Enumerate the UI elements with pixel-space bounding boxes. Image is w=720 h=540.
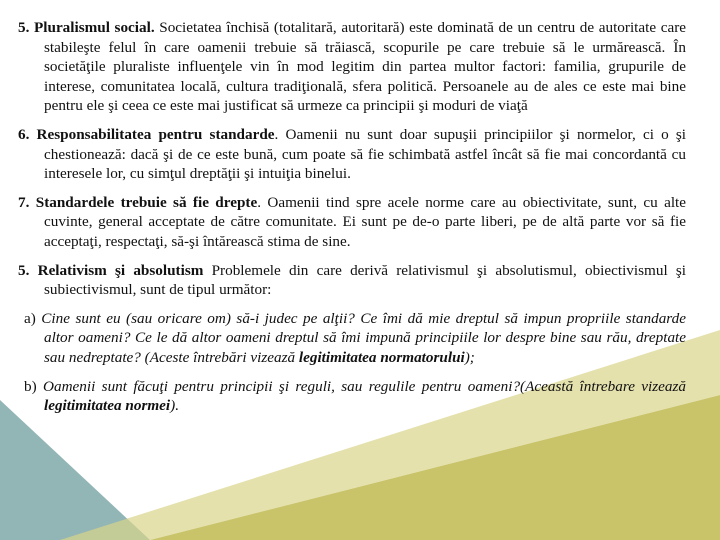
subitem-letter: a) <box>24 309 36 327</box>
item-heading: 5. Pluralismul social. <box>18 19 155 36</box>
item-responsibility <box>18 125 686 184</box>
item-heading: 6. Responsabilitatea pentru standarde <box>18 125 275 143</box>
subitem-letter: b) <box>24 377 37 395</box>
subitem-tail: ); <box>464 348 475 366</box>
item-heading: 5. Relativism şi absolutism <box>18 261 204 279</box>
item-text: Problemele din care derivă relativismul şi absolutismul, obiectivismul şi subiectivismul, sunt de tipul următor: <box>44 261 687 299</box>
item-pluralism <box>18 18 686 116</box>
subitem-emphasis: legitimitatea normatorului <box>298 348 465 366</box>
subitem-emphasis: legitimitatea normei <box>44 397 171 415</box>
item-relativism <box>18 261 686 300</box>
item-text: . Oamenii nu sunt doar supuşii principiilor şi normelor, ci o şi chestionează: dacă şi de ce este bună, cum poate să fie schimbată astfel încât să fie mai concordantă cu interesele lor, cu simţul dreptăţii şi intuiţia binelui. <box>44 125 686 183</box>
item-heading: 7. Standardele trebuie să fie drepte <box>18 193 258 211</box>
subitem-tail: ). <box>170 397 179 415</box>
subitem-b <box>18 377 686 416</box>
subitem-text: Oamenii sunt făcuţi pentru principii şi reguli, sau regulile pentru oameni?(Această întrebare vizează <box>36 377 686 395</box>
item-text: . Oamenii tind spre acele norme care au obiectivitate, sunt, cu alte cuvinte, general acceptate de către comunitate. Ei sunt pe de-o parte liberi, pe de altă parte vor să fie acceptaţi, respectaţi, să-şi întărească stima de sine. <box>44 193 686 250</box>
subitem-text: Cine sunt eu (sau oricare om) să-i judec pe alţii? Ce îmi dă mie dreptul să impun propriile standarde altor oameni? Ce le dă altor oameni dreptul să îmi impună principiile lor despre bine sau rău, dreptate sau nedreptate? (Aceste întrebări vizează <box>35 309 686 366</box>
item-fair-standards <box>18 193 686 252</box>
document-body <box>18 18 686 416</box>
item-text: Societatea închisă (totalitară, autoritară) este dominată de un centru de autoritate care stabileşte felul în care oamenii trebuie să trăiască, scopurile pe care trebuie să le urmărească. În societăţile pluraliste influenţele vin în mod legitim din partea multor factori: familia, grupurile de interese, comunitatea locală, cultura tradiţională, sfera politică. Persoanele au de ales ce este mai bine pentru ele şi ceea ce este mai justificat să urmeze ca principii şi moduri de viaţă <box>44 19 686 115</box>
subitem-a <box>18 309 686 368</box>
